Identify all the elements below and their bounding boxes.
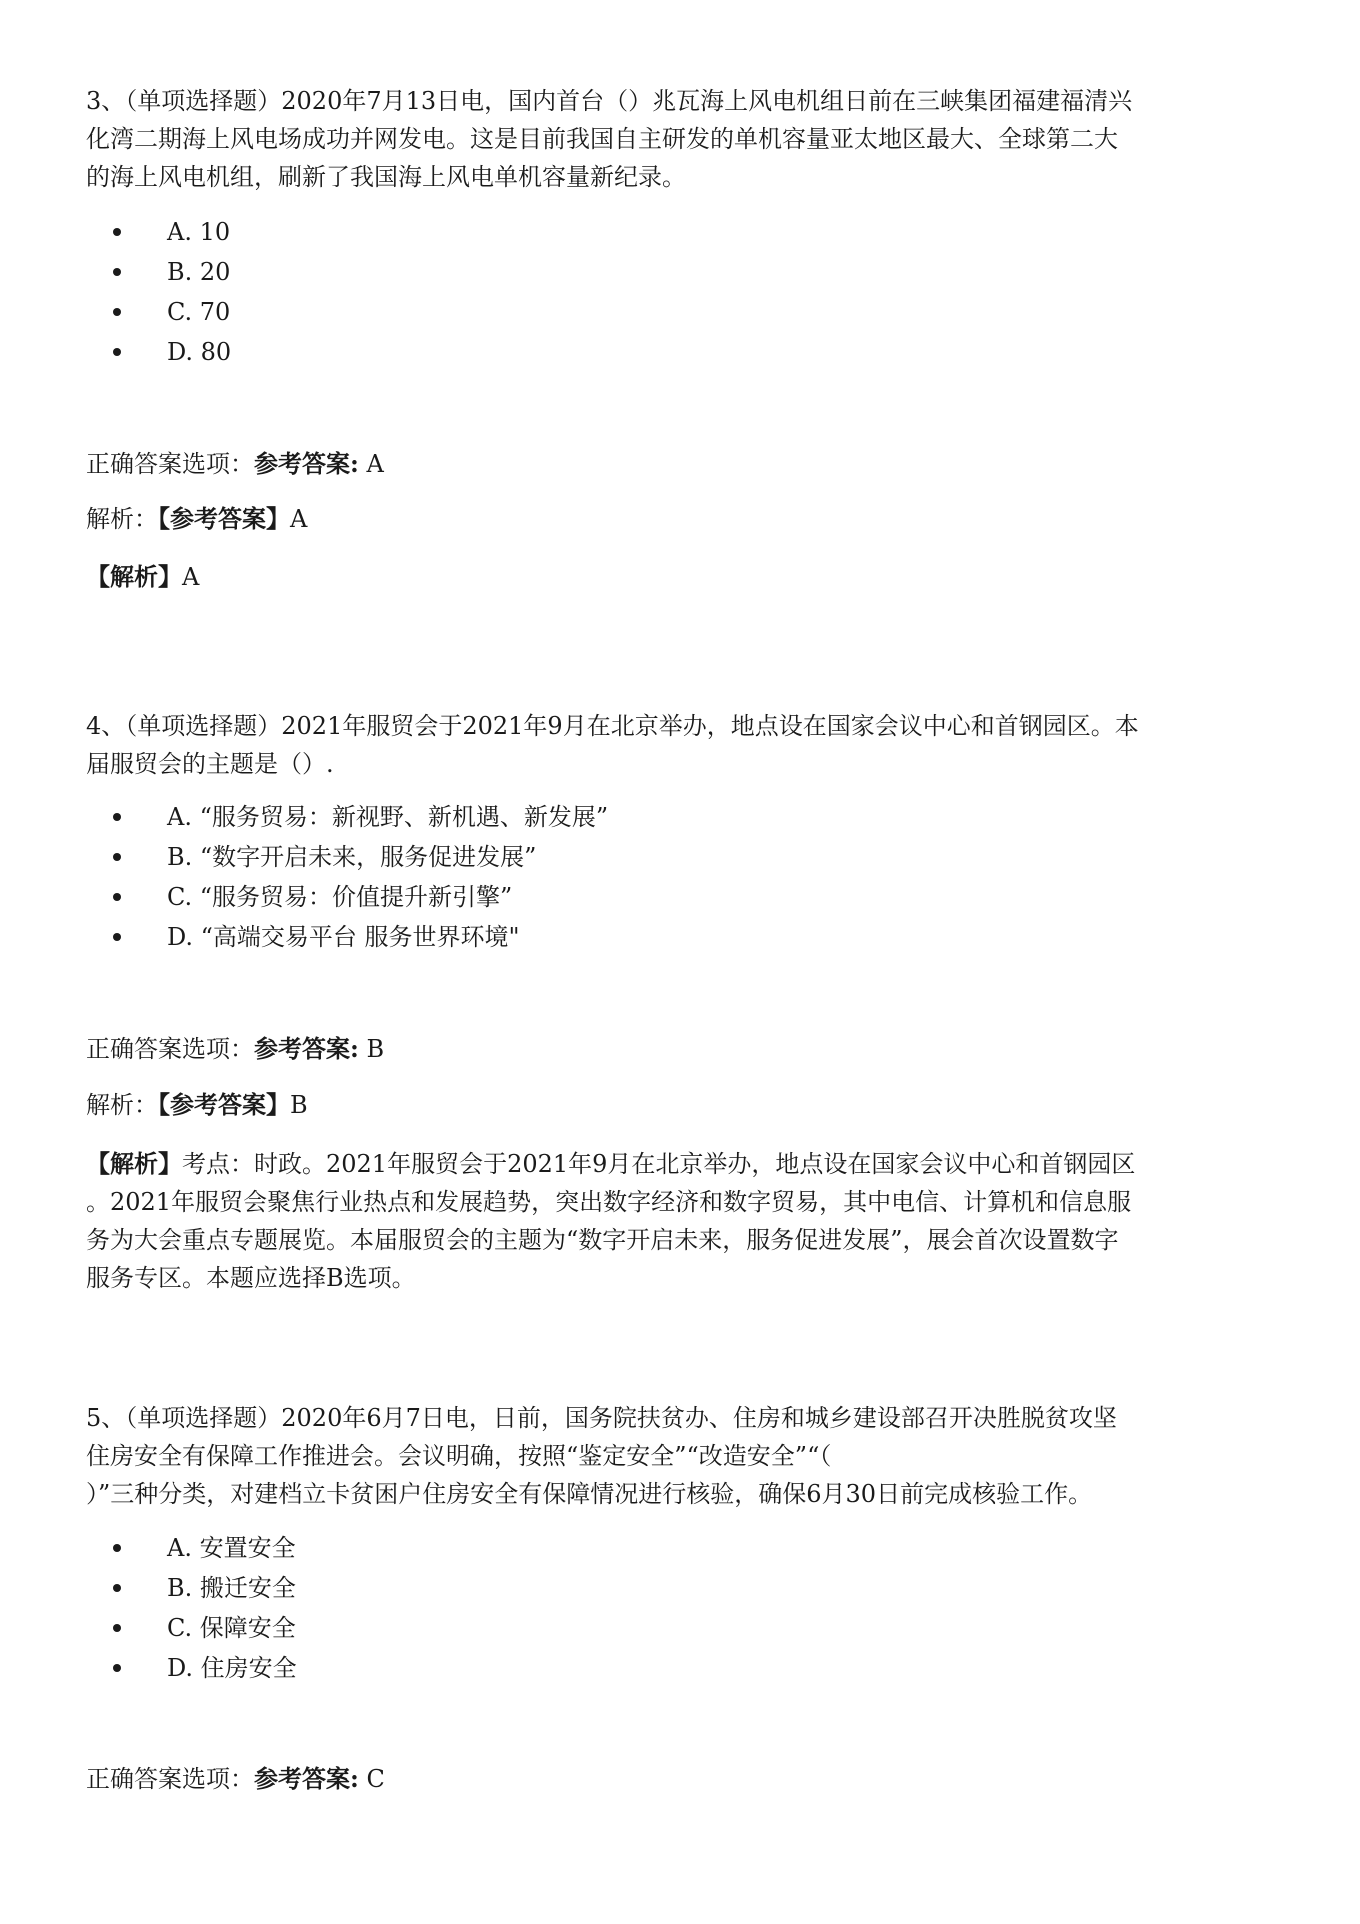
answer-label: 正确答案选项： [86,1765,254,1793]
question-4-option-a: A. “服务贸易：新视野、新机遇、新发展” [86,797,608,837]
question-4-answer [86,1032,384,1066]
question-4-option-b: B. “数字开启未来，服务促进发展” [86,837,608,877]
question-4-explanation [86,1145,1286,1297]
question-4-options [86,797,608,957]
question-3-option-a: A. 10 [86,212,231,252]
explain-text: A [182,563,200,591]
question-3-option-b: B. 20 [86,252,231,292]
explain-text: 考点：时政。2021年服贸会于2021年9月在北京举办，地点设在国家会议中心和首钢园区 。2021年服贸会聚焦行业热点和发展趋势，突出数字经济和数字贸易，其中电信、计算机和信息服 务为大会重点专题展览。本届服贸会的主题为“数字开启未来，服务促进发展”，展会首次设置数字 服务专区。本题应选择B选项。 [86,1150,1136,1292]
question-3-answer [86,447,384,481]
question-3-option-d: D. 80 [86,332,231,372]
explain-label: 【解析】 [86,1149,182,1178]
analysis-label: 解析： [86,505,158,533]
answer-label: 正确答案选项： [86,450,254,478]
answer-ref-label: 参考答案: [254,1764,359,1793]
answer-value: A [358,450,384,478]
analysis-ref-value: B [290,1091,308,1119]
analysis-ref-value: A [290,505,308,533]
answer-ref-label: 参考答案: [254,449,359,478]
answer-label: 正确答案选项： [86,1035,254,1063]
question-5-option-c: C. 保障安全 [86,1608,297,1648]
question-5-answer [86,1762,385,1796]
question-5-options [86,1528,297,1688]
question-3-option-c: C. 70 [86,292,231,332]
question-5-option-b: B. 搬迁安全 [86,1568,297,1608]
analysis-ref: 【参考答案】 [158,504,290,533]
question-5-option-a: A. 安置安全 [86,1528,297,1568]
explain-label: 【解析】 [86,562,182,591]
answer-value: B [358,1035,385,1063]
question-5-stem: 5、（单项选择题）2020年6月7日电，日前，国务院扶贫办、住房和城乡建设部召开决胜脱贫攻坚 住房安全有保障工作推进会。会议明确，按照“鉴定安全”“改造安全”“（ ）”三种分类，对建档立卡贫困户住房安全有保障情况进行核验，确保6月30日前完成核验工作。 [86,1404,1117,1508]
question-4-option-c: C. “服务贸易：价值提升新引擎” [86,877,608,917]
question-3-stem: 3、（单项选择题）2020年7月13日电，国内首台（）兆瓦海上风电机组日前在三峡集团福建福清兴 化湾二期海上风电场成功并网发电。这是目前我国自主研发的单机容量亚太地区最大、全球第二大 的海上风电机组，刷新了我国海上风电单机容量新纪录。 [86,87,1133,191]
answer-value: C [358,1765,385,1793]
answer-ref-label: 参考答案: [254,1034,359,1063]
analysis-label: 解析： [86,1091,158,1119]
question-3-explanation [86,560,199,594]
question-4-stem: 4、（单项选择题）2021年服贸会于2021年9月在北京举办，地点设在国家会议中心和首钢园区。本 届服贸会的主题是（）. [86,712,1139,778]
question-5-option-d: D. 住房安全 [86,1648,297,1688]
question-4-analysis [86,1088,308,1122]
question-3-analysis [86,502,307,536]
question-4-option-d: D. “高端交易平台 服务世界环境" [86,917,608,957]
question-3-options [86,212,231,372]
analysis-ref: 【参考答案】 [158,1090,290,1119]
